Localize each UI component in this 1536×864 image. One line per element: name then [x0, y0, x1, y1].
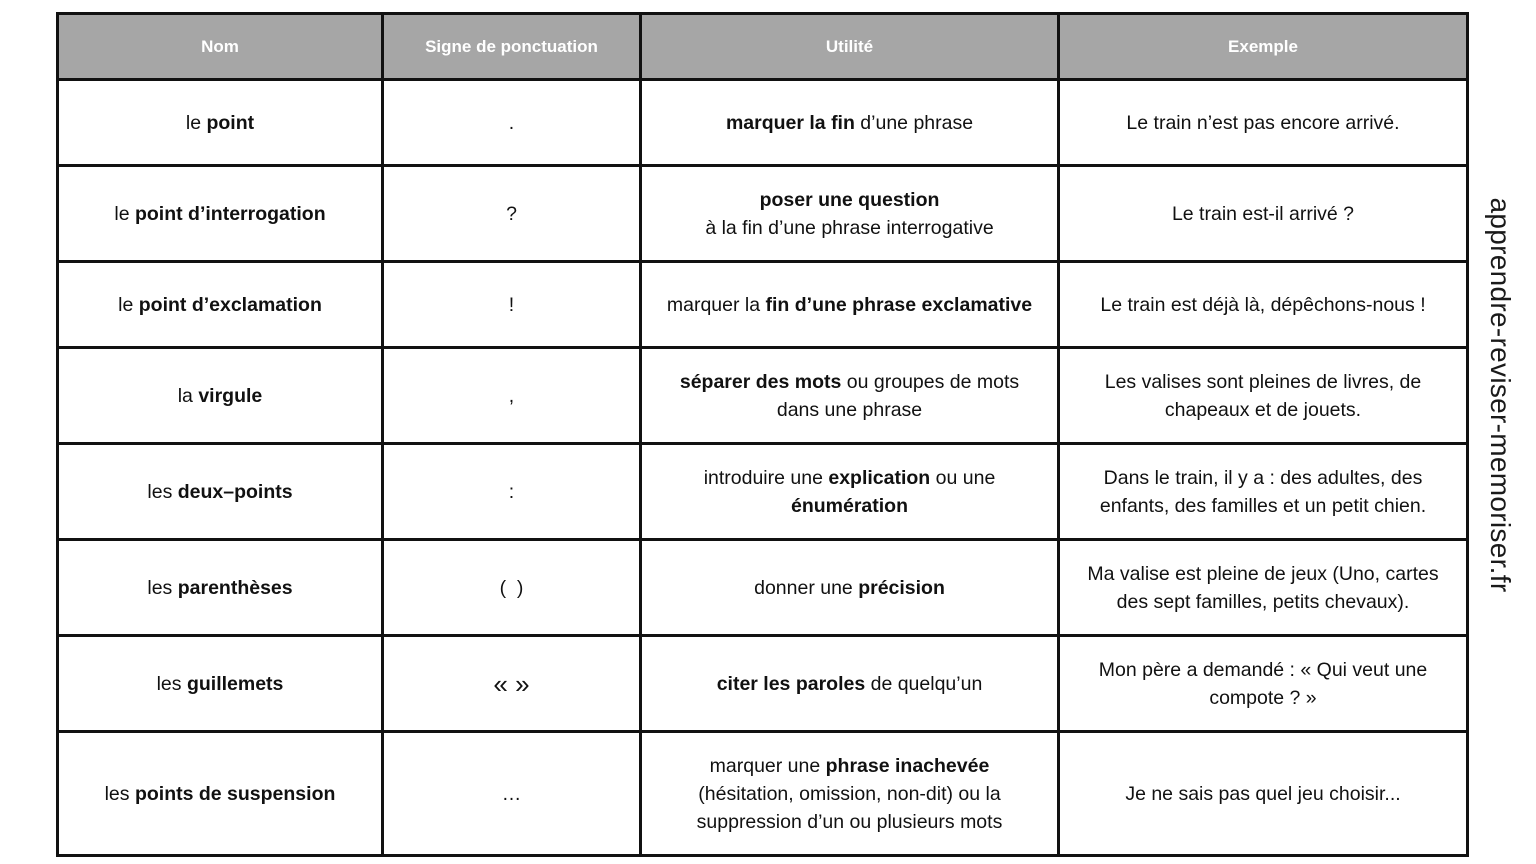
nom-text: le [118, 293, 139, 316]
cell-nom [58, 636, 383, 732]
cell-utilite [641, 262, 1059, 348]
utilite-line [656, 464, 1043, 492]
cell-exemple: Mon père a demandé : « Qui veut une compote ? » [1059, 636, 1468, 732]
utilite-line [656, 752, 1043, 780]
cell-signe: , [383, 348, 641, 444]
utilite-line [656, 492, 1043, 520]
cell-exemple: Le train est déjà là, dépêchons-nous ! [1059, 262, 1468, 348]
nom-text: les [156, 672, 187, 695]
utilite-text: marquer une [709, 754, 826, 777]
utilite-line [656, 368, 1043, 396]
table-row [58, 262, 1468, 348]
cell-nom [58, 348, 383, 444]
cell-exemple: Le train est-il arrivé ? [1059, 166, 1468, 262]
nom-bold-text: deux–points [177, 480, 293, 503]
utilite-bold-text: séparer des mots [679, 370, 842, 393]
utilite-bold-text: phrase inachevée [825, 754, 990, 777]
nom-bold-text: point d’exclamation [138, 293, 322, 316]
nom-text: les [104, 782, 135, 805]
cell-utilite [641, 444, 1059, 540]
utilite-line [656, 396, 1043, 424]
cell-exemple: Je ne sais pas quel jeu choisir... [1059, 732, 1468, 856]
nom-bold-text: point d’interrogation [134, 202, 326, 225]
utilite-line [656, 291, 1043, 319]
utilite-text: (hésitation, omission, non-dit) ou la [698, 782, 1001, 805]
utilite-text: à la fin d’une phrase interrogative [705, 216, 994, 239]
nom-bold-text: parenthèses [177, 576, 293, 599]
cell-signe: ! [383, 262, 641, 348]
nom-text: les [147, 480, 178, 503]
nom-bold-text: guillemets [186, 672, 284, 695]
header-row [58, 14, 1468, 80]
utilite-line [656, 670, 1043, 698]
nom-bold-text: point [206, 111, 255, 134]
punctuation-table [56, 12, 1469, 857]
cell-signe: . [383, 80, 641, 166]
utilite-bold-text: précision [858, 576, 945, 599]
utilite-text: de quelqu’un [865, 672, 983, 695]
nom-bold-text: virgule [198, 384, 263, 407]
utilite-text: introduire une [703, 466, 829, 489]
header-exemple: Exemple [1059, 14, 1468, 80]
utilite-text: suppression d’un ou plusieurs mots [696, 810, 1003, 833]
table-row [58, 636, 1468, 732]
table-row [58, 732, 1468, 856]
table-body [58, 80, 1468, 856]
table-header [58, 14, 1468, 80]
cell-nom [58, 166, 383, 262]
utilite-line [656, 186, 1043, 214]
utilite-text: ou groupes de mots [841, 370, 1020, 393]
utilite-line [656, 780, 1043, 808]
utilite-line [656, 109, 1043, 137]
cell-utilite [641, 80, 1059, 166]
table-row [58, 444, 1468, 540]
nom-text: le [185, 111, 207, 134]
cell-utilite [641, 732, 1059, 856]
nom-bold-text: points de suspension [134, 782, 336, 805]
cell-nom [58, 444, 383, 540]
utilite-line [656, 574, 1043, 602]
cell-signe: « » [383, 636, 641, 732]
utilite-bold-text: citer les paroles [716, 672, 866, 695]
site-watermark: apprendre-reviser-memoriser.fr [1485, 197, 1516, 593]
cell-utilite [641, 636, 1059, 732]
cell-exemple: Ma valise est pleine de jeux (Uno, cartes des sept familles, petits chevaux). [1059, 540, 1468, 636]
cell-signe: ( ) [383, 540, 641, 636]
header-nom: Nom [58, 14, 383, 80]
cell-signe: ? [383, 166, 641, 262]
table-row [58, 348, 1468, 444]
utilite-bold-text: énumération [790, 494, 909, 517]
utilite-text: ou une [930, 466, 996, 489]
nom-text: les [147, 576, 178, 599]
cell-exemple: Les valises sont pleines de livres, de chapeaux et de jouets. [1059, 348, 1468, 444]
cell-utilite [641, 540, 1059, 636]
utilite-text: dans une phrase [776, 398, 923, 421]
utilite-text: donner une [754, 576, 859, 599]
cell-nom [58, 540, 383, 636]
cell-utilite [641, 348, 1059, 444]
utilite-bold-text: marquer la fin [725, 111, 855, 134]
header-utilite: Utilité [641, 14, 1059, 80]
table-row [58, 166, 1468, 262]
cell-signe: : [383, 444, 641, 540]
utilite-bold-text: fin d’une phrase exclamative [765, 293, 1033, 316]
utilite-line [656, 808, 1043, 836]
cell-utilite [641, 166, 1059, 262]
utilite-text: d’une phrase [854, 111, 974, 134]
cell-exemple: Dans le train, il y a : des adultes, des enfants, des familles et un petit chien. [1059, 444, 1468, 540]
table-row [58, 540, 1468, 636]
nom-text: le [114, 202, 135, 225]
nom-text: la [177, 384, 199, 407]
cell-nom [58, 732, 383, 856]
cell-nom [58, 80, 383, 166]
utilite-text: marquer la [666, 293, 766, 316]
cell-signe: … [383, 732, 641, 856]
header-signe: Signe de ponctuation [383, 14, 641, 80]
utilite-line [656, 214, 1043, 242]
table-row [58, 80, 1468, 166]
cell-exemple: Le train n’est pas encore arrivé. [1059, 80, 1468, 166]
utilite-bold-text: poser une question [759, 188, 940, 211]
utilite-bold-text: explication [828, 466, 931, 489]
cell-nom [58, 262, 383, 348]
